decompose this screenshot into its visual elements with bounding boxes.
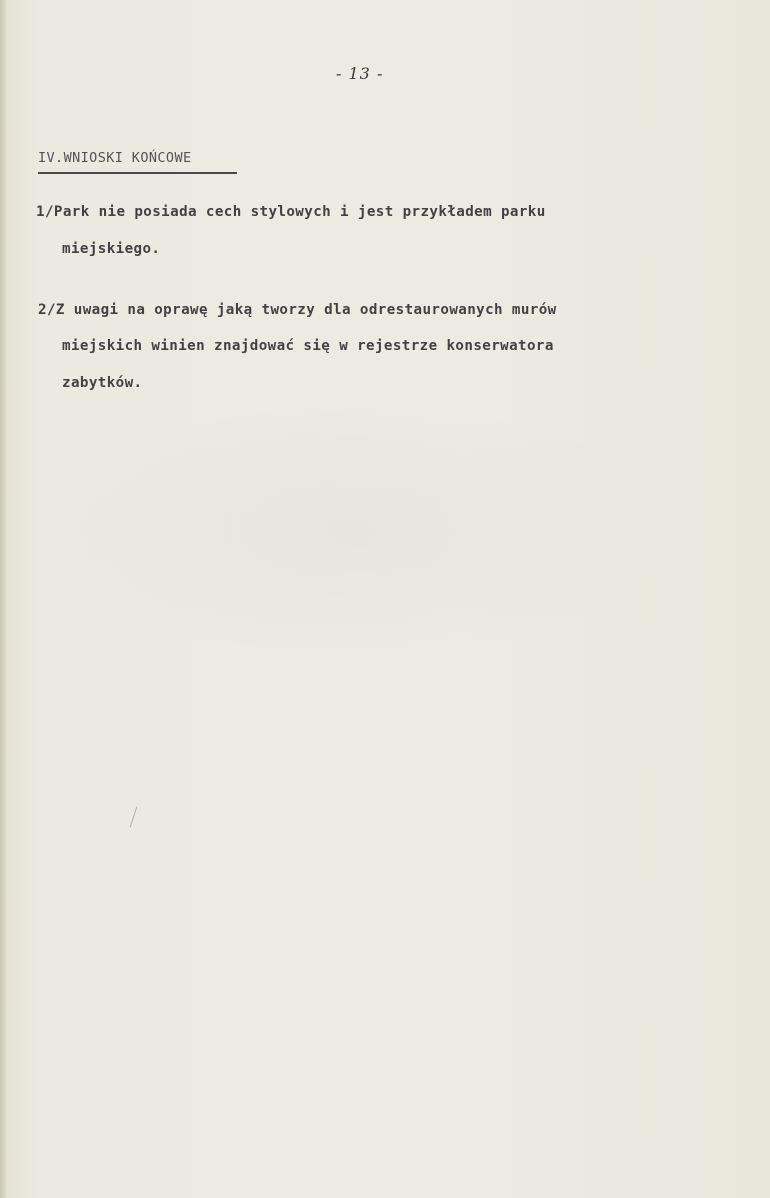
heading-underline xyxy=(38,172,237,174)
page-edge xyxy=(0,0,6,1198)
paper-stain xyxy=(40,400,680,660)
paragraph-2-line-2: miejskich winien znajdować się w rejestrze konserwatora xyxy=(62,338,554,354)
paragraph-2-line-1: 2/Z uwagi na oprawę jaką tworzy dla odrestaurowanych murów xyxy=(38,302,557,318)
paragraph-2-line-3: zabytków. xyxy=(62,375,143,391)
page-number: - 13 - xyxy=(336,64,384,83)
section-heading: IV.WNIOSKI KOŃCOWE xyxy=(38,150,192,166)
stray-pencil-mark xyxy=(130,806,138,827)
paragraph-1-line-1: 1/Park nie posiada cech stylowych i jest przykładem parku xyxy=(36,204,546,220)
paragraph-1-line-2: miejskiego. xyxy=(62,241,161,257)
